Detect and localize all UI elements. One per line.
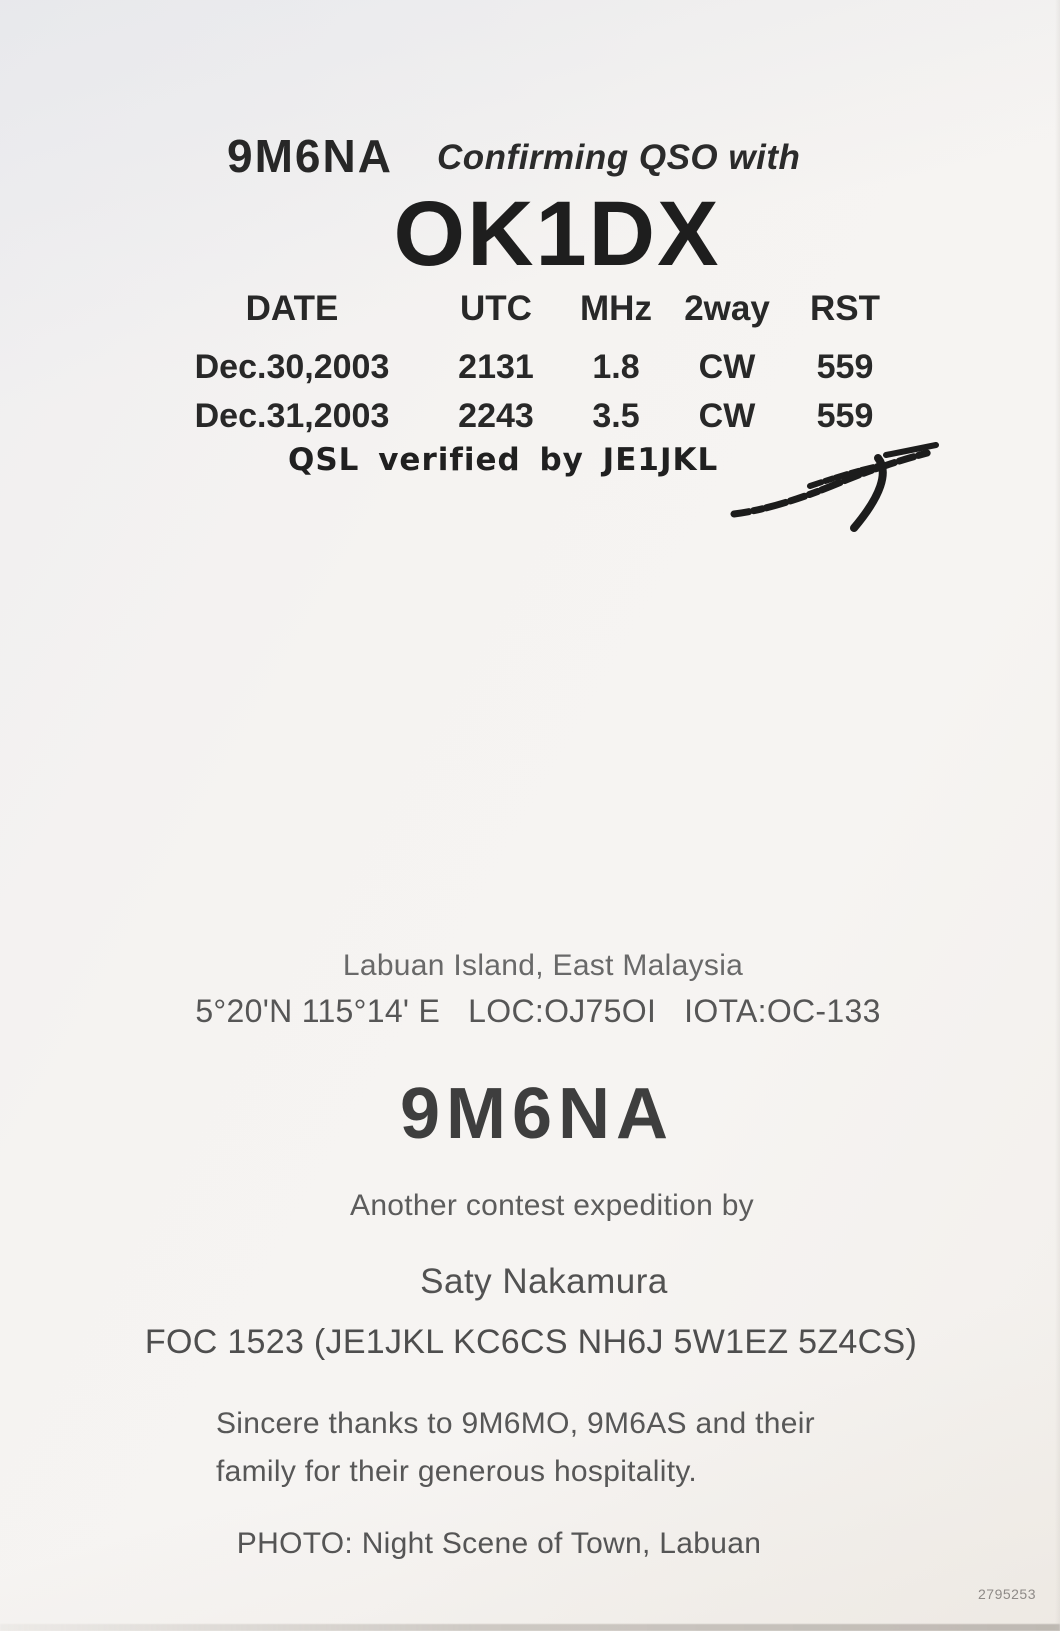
qso-header-mhz: MHz: [580, 289, 652, 328]
station-callsign: 9M6NA: [227, 130, 393, 182]
qso-row-utc: 2243: [458, 397, 534, 435]
location-details: [195, 995, 880, 1027]
footer-callsign: 9M6NA: [399, 1074, 675, 1154]
location-latlon: 5°20'N 115°14' E: [195, 993, 441, 1029]
location-iota: IOTA:OC-133: [684, 993, 881, 1029]
scan-edge-shadow-bottom: [0, 1624, 1060, 1631]
handwritten-signature-icon: [726, 438, 946, 538]
foc-membership-line: FOC 1523 (JE1JKL KC6CS NH6J 5W1EZ 5Z4CS): [144, 1323, 918, 1361]
qso-row-mode: CW: [698, 397, 756, 435]
qso-row-date: Dec.31,2003: [194, 397, 390, 435]
qso-row-date: Dec.30,2003: [194, 348, 390, 386]
worked-callsign: OK1DX: [393, 183, 721, 285]
operator-name: Saty Nakamura: [420, 1262, 668, 1301]
qso-row-mode: CW: [698, 348, 756, 386]
thanks-line-1: Sincere thanks to 9M6MO, 9M6AS and their: [216, 1407, 815, 1440]
qso-row-utc: 2131: [458, 348, 534, 386]
expedition-note: Another contest expedition by: [350, 1189, 754, 1222]
location-place: Labuan Island, East Malaysia: [342, 949, 744, 982]
thanks-note: [216, 1400, 815, 1496]
qso-header-2way: 2way: [684, 289, 770, 328]
qso-header-utc: UTC: [460, 289, 532, 328]
location-grid-locator: LOC:OJ75OI: [468, 993, 657, 1029]
confirming-label: Confirming QSO with: [437, 138, 801, 177]
photo-caption: PHOTO: Night Scene of Town, Labuan: [236, 1527, 762, 1560]
qso-row-rst: 559: [816, 348, 874, 386]
qsl-verified-label: QSL verified by JE1JKL: [288, 442, 719, 478]
qso-row-mhz: 1.8: [592, 348, 640, 386]
qso-row-mhz: 3.5: [592, 397, 640, 435]
qso-row-rst: 559: [816, 397, 874, 435]
qso-header-date: DATE: [245, 289, 339, 328]
scan-edge-shadow-right: [1055, 0, 1060, 1631]
qso-header-rst: RST: [810, 289, 880, 328]
print-serial-number: 2795253: [978, 1586, 1037, 1602]
thanks-line-2: family for their generous hospitality.: [216, 1455, 698, 1488]
